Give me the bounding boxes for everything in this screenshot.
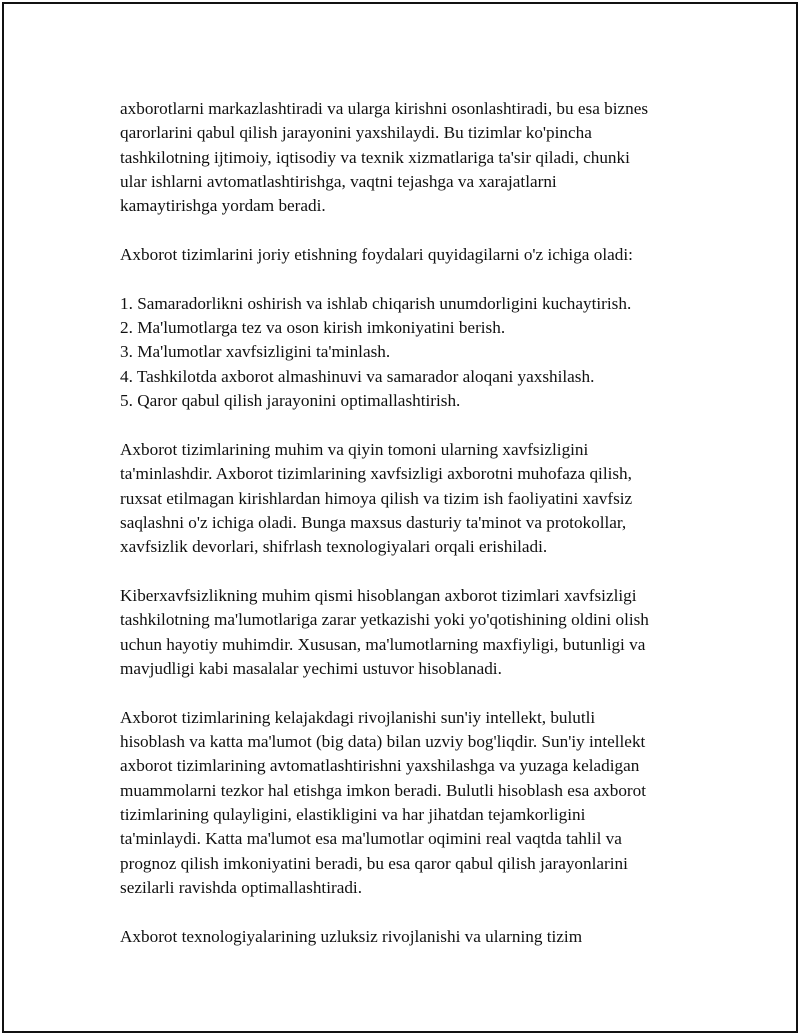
- list-item: 1. Samaradorlikni oshirish va ishlab chiqarish unumdorligini kuchaytirish.: [120, 293, 632, 313]
- list-item: 2. Ma'lumotlarga tez va oson kirish imkoniyatini berish.: [120, 318, 506, 338]
- paragraph-future-development: Axborot tizimlarining kelajakdagi rivojlanishi sun'iy intellekt, bulutli hisoblash va katta ma'lumot (big data) bilan uzviy bog'liqdir. Sun'iy intellekt axborot tizimlarining avtomatlashtirishni yaxshilashga va yuzaga keladigan muammolarni tezkor hal etishga imkon beradi. Bulutli hisoblash esa axborot tizimlarining qulayligini, elastikligini va har jihatdan tejamkorligini ta'minlaydi. Katta ma'lumot esa ma'lumotlar oqimini real vaqtda tahlil va prognoz qilish imkoniyatini beradi, bu esa qaror qabul qilish jarayonlarini sezilarli ravishda optimallashtiradi.: [120, 707, 647, 897]
- benefits-list: [120, 292, 700, 414]
- document-body: [120, 97, 700, 949]
- list-item: 4. Tashkilotda axborot almashinuvi va samarador aloqani yaxshilash.: [120, 366, 595, 386]
- list-item: 5. Qaror qabul qilish jarayonini optimallashtirish.: [120, 391, 461, 411]
- paragraph-security: Axborot tizimlarining muhim va qiyin tomoni ularning xavfsizligini ta'minlashdir. Axborot tizimlarining xavfsizligi axborotni muhofaza qilish, ruxsat etilmagan kirishlardan himoya qilish va tizim ish faoliyatini xavfsiz saqlashni o'z ichiga oladi. Bunga maxsus dasturiy ta'minot va protokollar, xavfsizlik devorlari, shifrlash texnologiyalari orqali erishiladi.: [120, 439, 633, 557]
- paragraph-technology-continuation: Axborot texnologiyalarining uzluksiz rivojlanishi va ularning tizim: [120, 926, 583, 946]
- list-item: 3. Ma'lumotlar xavfsizligini ta'minlash.: [120, 342, 391, 362]
- document-page: [2, 2, 798, 1033]
- paragraph-benefits-intro: Axborot tizimlarini joriy etishning foydalari quyidagilarni o'z ichiga oladi:: [120, 245, 633, 265]
- paragraph-cybersecurity: Kiberxavfsizlikning muhim qismi hisoblangan axborot tizimlari xavfsizligi tashkilotning ma'lumotlariga zarar yetkazishi yoki yo'qotishining oldini olish uchun hayotiy muhimdir. Xususan, ma'lumotlarning maxfiyligi, butunligi va mavjudligi kabi masalalar yechimi ustuvor hisoblanadi.: [120, 585, 649, 678]
- paragraph-intro-continuation: axborotlarni markazlashtiradi va ularga kirishni osonlashtiradi, bu esa biznes qarorlarini qabul qilish jarayonini yaxshilaydi. Bu tizimlar ko'pincha tashkilotning ijtimoiy, iqtisodiy va texnik xizmatlariga ta'sir qiladi, chunki ular ishlarni avtomatlashtirishga, vaqtni tejashga va xarajatlarni kamaytirishga yordam beradi.: [120, 99, 649, 216]
